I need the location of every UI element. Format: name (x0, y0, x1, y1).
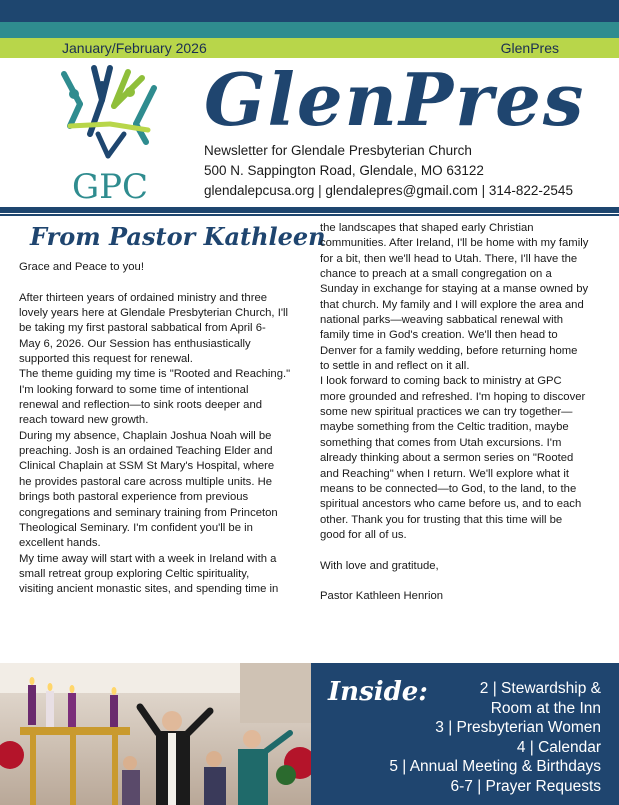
article-column-right (320, 221, 608, 605)
inside-box (311, 663, 619, 805)
text-line: spiritual ancestors who came before us, and to each (320, 498, 582, 511)
text-line: good for all of us. (320, 528, 407, 541)
text-line: the landscapes that shaped early Christian (320, 222, 534, 234)
text-line: other. Thank you for trusting that this time will be (320, 513, 563, 526)
issue-date: January/February 2026 (62, 40, 207, 56)
inside-item: 6-7 | Prayer Requests (450, 777, 601, 795)
text-line: Theological Seminary. I'm confident you'll be in (19, 521, 253, 534)
header-divider-thin (0, 214, 619, 216)
masthead-title: GlenPres (204, 57, 586, 142)
greeting: Grace and Peace to you! (19, 261, 144, 273)
text-line: more grounded and refreshed. I'm hoping to discover (320, 390, 586, 403)
text-line: family time in God's creation. We'll then head to (320, 329, 558, 342)
text-line: some new spiritual practices we can try together— (320, 406, 573, 419)
text-line: supported this request for renewal. (19, 353, 193, 366)
inside-item: 3 | Presbyterian Women (435, 719, 601, 736)
signature: Pastor Kathleen Henrion (320, 590, 444, 603)
text-line: I'm looking forward to some time of intentional (19, 383, 249, 396)
text-line: means to be connected—to God, to the land, to the (320, 482, 577, 495)
text-line: to settle in and reflect on it all. (320, 360, 470, 373)
text-line: lovely years here at Glendale Presbyterian Church, I'll (19, 307, 289, 320)
closing: With love and gratitude, (320, 559, 439, 572)
inside-item: 5 | Annual Meeting & Birthdays (389, 758, 601, 775)
text-line: brings both pastoral experience from previous (19, 491, 249, 504)
text-line: reach toward new growth. (19, 414, 149, 427)
inside-label: Inside: (328, 677, 428, 707)
text-line: for a bit, then we'll head to Utah. There, I'll have the (320, 252, 578, 265)
header-divider (0, 207, 619, 213)
text-line: The theme guiding my time is "Rooted and Reaching." (19, 368, 291, 381)
text-line: small retreat group exploring Celtic spirituality, (19, 567, 250, 580)
logo-text: GPC (72, 167, 149, 204)
text-line: visiting ancient monastic sites, and spending time in (19, 583, 279, 596)
text-line: I look forward to coming back to ministry at GPC (320, 375, 562, 388)
newsletter-subtitle: Newsletter for Glendale Presbyterian Church (204, 143, 472, 158)
brand-label: GlenPres (500, 40, 559, 56)
text-line: something that comes from Utah excursions. I'm (320, 436, 562, 449)
worship-photo (0, 663, 311, 805)
inside-list (389, 679, 601, 796)
text-line: and Reaching" when I return. We'll explore what it (320, 467, 569, 480)
text-line: Denver for a family wedding, before returning home (320, 344, 578, 357)
text-line: already thinking about a sermon series on "Rooted (320, 452, 574, 465)
text-line: congregations and seminary training from Princeton (19, 506, 278, 519)
text-line: that church. My family and I will explore the area and (320, 298, 584, 311)
inside-item: 4 | Calendar (516, 738, 601, 756)
top-band-teal (0, 22, 619, 38)
text-line: preaching. Josh is an ordained Teaching Elder and (19, 445, 273, 458)
text-line: Sunday in exchange for staying at a manse owned by (320, 283, 589, 296)
text-line: communities. After Ireland, I'll be home with my family (320, 237, 589, 250)
text-line: maybe something from the Celtic tradition, maybe (320, 421, 569, 434)
text-line: national parks—weaving sabbatical renewal with (320, 314, 564, 327)
inside-item: Room at the Inn (490, 699, 601, 717)
text-line: excellent hands. (19, 537, 101, 550)
contact-line: glendalepcusa.org | glendalepres@gmail.com | 314-822-2545 (204, 183, 573, 198)
text-line: renewal and reflection—to sink roots deeper and (19, 399, 263, 412)
gpc-logo (50, 64, 170, 204)
top-band-navy (0, 0, 619, 22)
text-line: chance to preach at a small congregation on a (320, 268, 552, 281)
text-line: May 6, 2026. Our Session has enthusiastically (19, 337, 251, 350)
inside-item: 2 | Stewardship & (479, 680, 601, 697)
text-line: Clinical Chaplain at SSM St Mary's Hospital, where (19, 460, 275, 473)
text-line: After thirteen years of ordained ministry and three (19, 291, 268, 304)
text-line: During my absence, Chaplain Joshua Noah will be (19, 429, 272, 442)
church-address: 500 N. Sappington Road, Glendale, MO 63122 (204, 163, 484, 178)
text-line: he provides pastoral care across multiple units. He (19, 475, 273, 488)
text-line: My time away will start with a week in Ireland with a (19, 552, 277, 565)
article-title: From Pastor Kathleen (30, 222, 326, 251)
text-line: be taking my first pastoral sabbatical from April 6- (19, 322, 266, 335)
article-column-left (19, 260, 303, 598)
